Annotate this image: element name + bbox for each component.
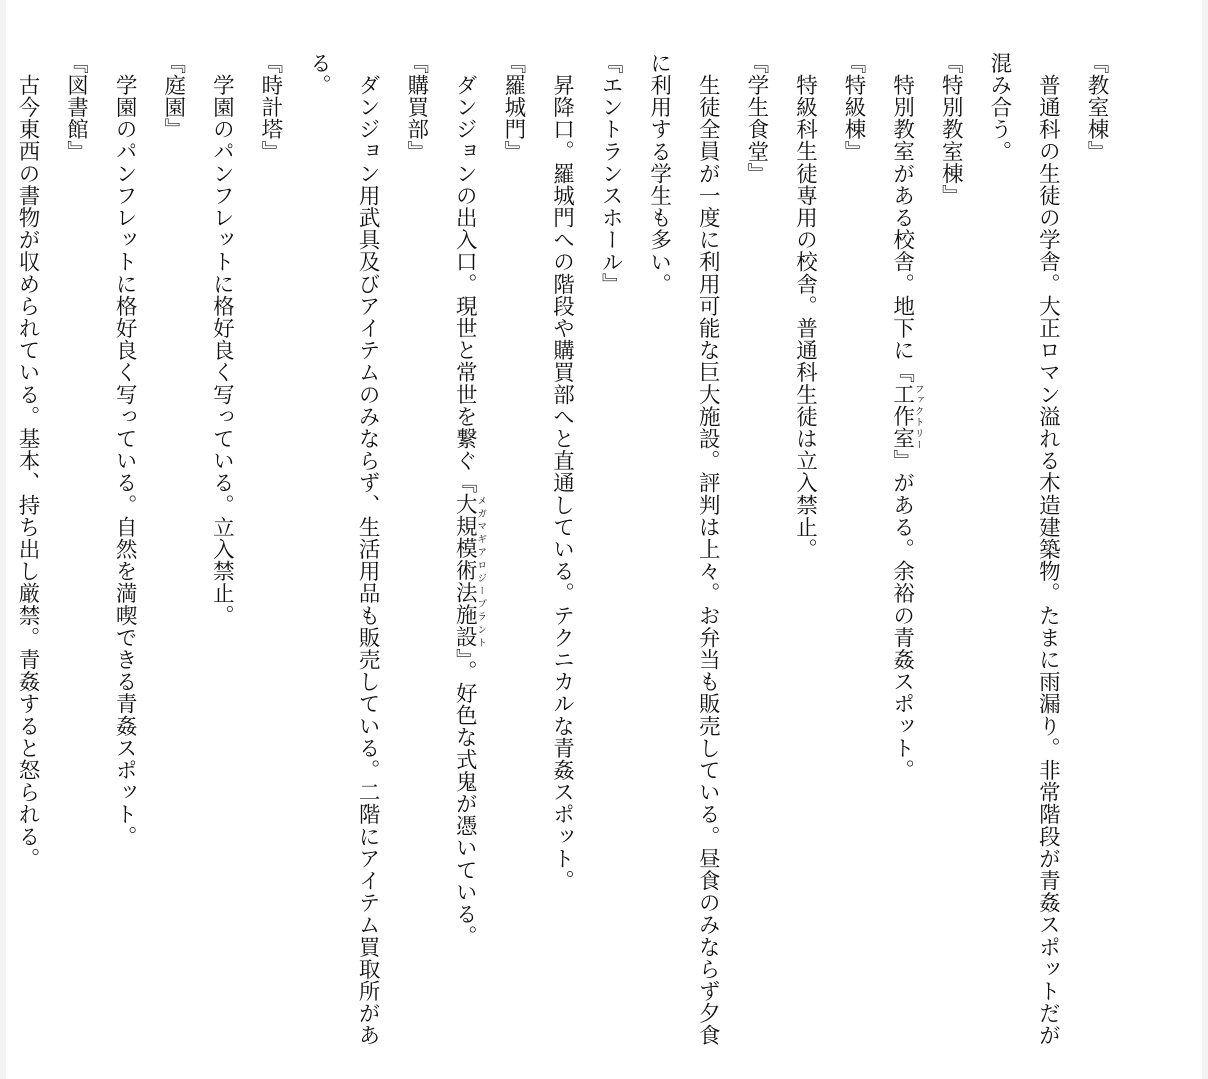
section-body-classroom-building: 普通科の生徒の学舎。大正ロマン溢れる木造建築物。たまに雨漏り。非常階段が青姦スポットだが混み合う。 <box>986 52 1061 1046</box>
section-heading-special-grade-building: 『特級棟』 <box>841 52 867 163</box>
section-body-library: 古今東西の書物が収められている。基本、持ち出し厳禁。青姦すると怒られる。 <box>14 73 40 870</box>
section-heading-rajomon: 『羅城門』 <box>500 52 526 163</box>
section-heading-garden: 『庭園』 <box>160 52 186 141</box>
ruby-reading: ファクトリー <box>912 382 924 450</box>
section-body-cafeteria: 生徒全員が一度に利用可能な巨大施設。評判は上々。お弁当も販売している。昼食のみならず夕食に利用する学生も多い。 <box>646 52 721 1046</box>
section-body-rajomon <box>440 52 489 1052</box>
section-heading-classroom-building: 『教室棟』 <box>1084 52 1109 163</box>
body-text-before-ruby: 特別教室がある校舎。地下に『 <box>889 73 915 383</box>
ruby-mega-magiarogy-plant <box>452 493 487 649</box>
section-body-garden: 学園のパンフレットに格好良く写っている。自然を満喫できる青姦スポット。 <box>112 73 138 847</box>
ruby-reading: メガマギアロジープラント <box>475 493 487 649</box>
section-heading-clock-tower: 『時計塔』 <box>257 52 283 163</box>
section-heading-cafeteria: 『学生食堂』 <box>743 52 769 185</box>
section-heading-school-store: 『購買部』 <box>403 52 429 163</box>
section-heading-special-classroom-building: 『特別教室棟』 <box>938 52 964 207</box>
body-text-after-ruby: 』。好色な式鬼が憑いている。 <box>452 648 478 947</box>
section-body-special-grade-building: 特級科生徒専用の校舎。普通科生徒は立入禁止。 <box>792 73 818 560</box>
body-text-before-ruby: ダンジョンの出入口。現世と常世を繋ぐ『 <box>452 73 478 494</box>
document-page <box>6 0 1202 1079</box>
section-body-entrance-hall: 昇降口。羅城門への階段や購買部へと直通している。テクニカルな青姦スポット。 <box>549 73 575 892</box>
section-body-clock-tower: 学園のパンフレットに格好良く写っている。立入禁止。 <box>209 73 235 626</box>
ruby-base: 工作室 <box>889 382 915 450</box>
section-heading-entrance-hall: 『エントランスホール』 <box>598 52 624 296</box>
section-body-school-store: ダンジョン用武具及びアイテムのみならず、生活用品も販売している。二階にアイテム買取所がある。 <box>306 52 381 1046</box>
section-body-special-classroom-building <box>877 52 926 1052</box>
ruby-base: 大規模術法施設 <box>452 493 478 649</box>
ruby-factory <box>889 382 924 450</box>
body-text-after-ruby: 』がある。余裕の青姦スポット。 <box>889 449 915 781</box>
vertical-text-body <box>6 52 1120 1052</box>
section-heading-library: 『図書館』 <box>63 52 89 163</box>
